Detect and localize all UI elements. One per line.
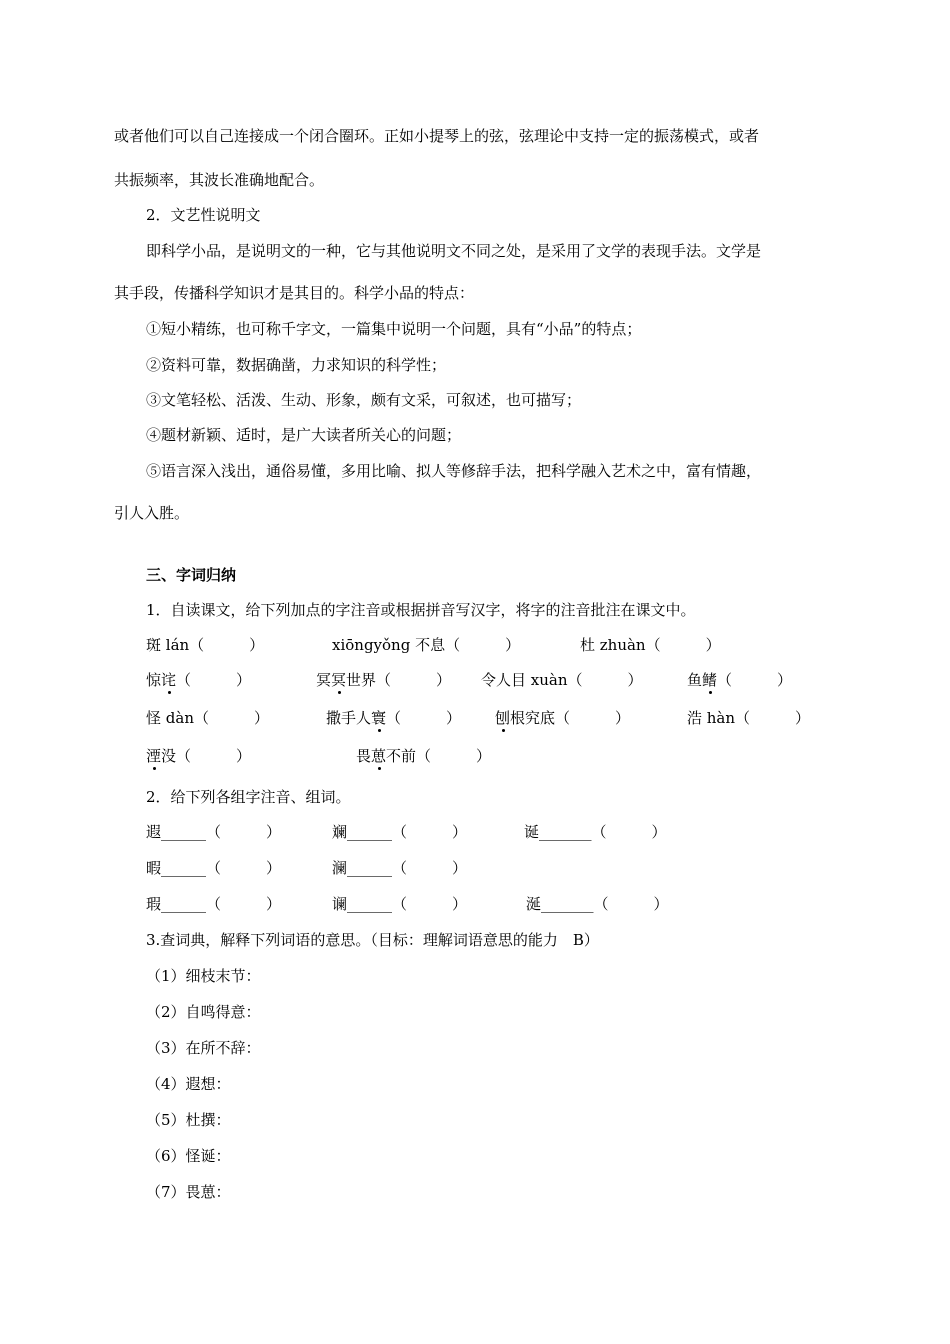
- dotted-char: 诧: [161, 671, 177, 689]
- item-text: 不前（ ）: [386, 747, 492, 765]
- section-heading: 2．文艺性说明文: [146, 206, 261, 224]
- char-group-item: 澜______（ ）: [332, 859, 468, 877]
- item-text: 根究底（ ）: [510, 709, 631, 727]
- dotted-char: 冥: [331, 671, 347, 689]
- item-text: 没（ ）: [161, 747, 252, 765]
- char-group-item: 瑕______（ ）: [146, 895, 282, 913]
- pinyin-item: [326, 708, 461, 728]
- item-text: （ ）: [386, 709, 462, 727]
- pinyin-item: [316, 670, 451, 690]
- item-text: 世界（ ）: [346, 671, 452, 689]
- pinyin-item: xiōngyǒng 不息（ ）: [332, 636, 521, 654]
- item-text: 撒手人: [326, 709, 372, 727]
- question-1: 1．自读课文，给下列加点的字注音或根据拼音写汉字，将字的注音批注在课文中。: [146, 601, 696, 619]
- pinyin-item: [495, 708, 630, 728]
- item-text: 冥: [316, 671, 332, 689]
- pinyin-item: [687, 670, 792, 690]
- char-group-item: 谰______（ ）: [332, 895, 468, 913]
- pinyin-item: 浩 hàn（ ）: [687, 709, 811, 727]
- item-text: （ ）: [717, 671, 793, 689]
- char-group-item: 斓______（ ）: [332, 823, 468, 841]
- section-heading: 三、字词归纳: [146, 566, 237, 584]
- feature-item: ②资料可靠，数据确凿，力求知识的科学性；: [146, 356, 447, 374]
- dotted-char: 刨: [495, 709, 511, 727]
- pinyin-item: 斑 lán（ ）: [146, 636, 265, 654]
- dotted-char: 寰: [371, 709, 387, 727]
- definition-item: （7）畏葸：: [146, 1183, 231, 1201]
- pinyin-item: [146, 746, 251, 766]
- char-group-item: 涎_______（ ）: [526, 895, 669, 913]
- char-group-item: 遐______（ ）: [146, 823, 282, 841]
- item-text: 惊: [146, 671, 162, 689]
- paragraph-line: 或者他们可以自己连接成一个闭合圈环。正如小提琴上的弦，弦理论中支持一定的振荡模式，或者: [114, 127, 760, 145]
- pinyin-item: 令人目 xuàn（ ）: [481, 671, 643, 689]
- pinyin-item: 怪 dàn（ ）: [146, 709, 269, 727]
- char-group-item: 诞_______（ ）: [524, 823, 667, 841]
- dotted-char: 葸: [371, 747, 387, 765]
- feature-item: ③文笔轻松、活泼、生动、形象，颇有文采，可叙述，也可描写；: [146, 391, 582, 409]
- pinyin-item: [146, 670, 251, 690]
- item-text: 畏: [356, 747, 372, 765]
- definition-item: （5）杜撰：: [146, 1111, 231, 1129]
- item-text: （ ）: [176, 671, 252, 689]
- feature-item: ④题材新颖、适时，是广大读者所关心的问题；: [146, 426, 462, 444]
- paragraph-line: 即科学小品，是说明文的一种，它与其他说明文不同之处，是采用了文学的表现手法。文学是: [146, 242, 762, 260]
- definition-item: （3）在所不辞：: [146, 1039, 261, 1057]
- item-text: 鱼: [687, 671, 703, 689]
- question-3: 3.查词典，解释下列词语的意思。（目标：理解词语意思的能力 B）: [146, 931, 599, 949]
- dotted-char: 鳍: [702, 671, 718, 689]
- definition-item: （4）遐想：: [146, 1075, 231, 1093]
- paragraph-line: 共振频率，其波长准确地配合。: [114, 171, 325, 189]
- definition-item: （6）怪诞：: [146, 1147, 231, 1165]
- dotted-char: 湮: [146, 747, 162, 765]
- pinyin-item: [356, 746, 491, 766]
- char-group-item: 暇______（ ）: [146, 859, 282, 877]
- definition-item: （1）细枝末节：: [146, 967, 261, 985]
- question-2: 2．给下列各组字注音、组词。: [146, 788, 351, 806]
- paragraph-line: 其手段，传播科学知识才是其目的。科学小品的特点：: [114, 284, 475, 302]
- feature-item: ⑤语言深入浅出，通俗易懂，多用比喻、拟人等修辞手法，把科学融入艺术之中，富有情趣，: [146, 462, 762, 480]
- feature-item-continuation: 引人入胜。: [114, 504, 190, 522]
- pinyin-item: 杜 zhuàn（ ）: [580, 636, 721, 654]
- feature-item: ①短小精练，也可称千字文，一篇集中说明一个问题，具有“小品”的特点；: [146, 320, 642, 338]
- definition-item: （2）自鸣得意：: [146, 1003, 261, 1021]
